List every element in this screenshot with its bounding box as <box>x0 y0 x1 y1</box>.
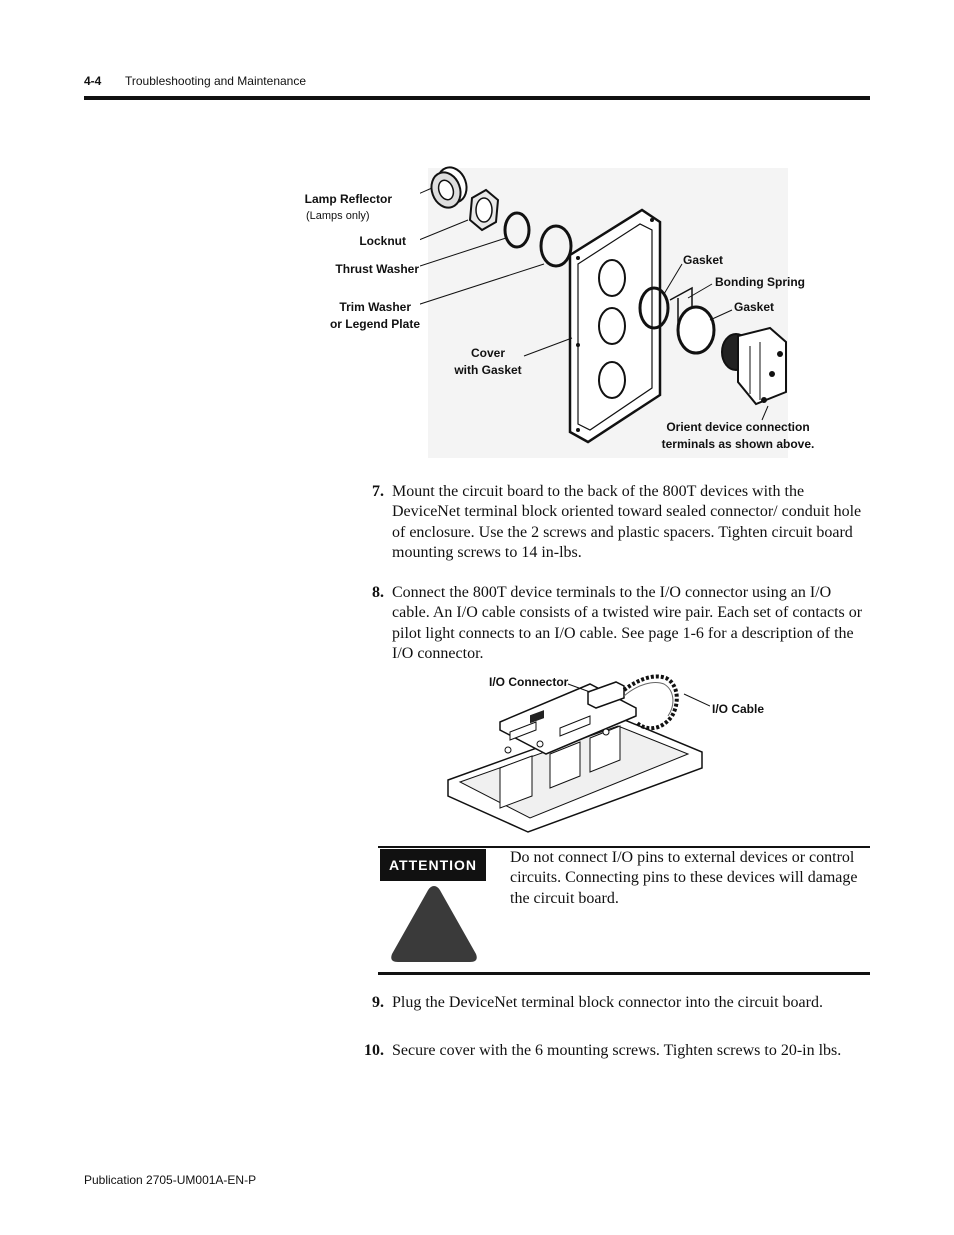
step-text: Mount the circuit board to the back of the 800T devices with the DeviceNet terminal block oriented toward sealed connector/ conduit hole of enclosure. Use the 2 screws and plastic spacers. Tighten circuit board mounting screws to 14 in-lbs. <box>392 483 862 561</box>
label-lamps-only: (Lamps only) <box>306 210 370 222</box>
step-number: 7. <box>372 483 384 500</box>
label-lamp-reflector: Lamp Reflector <box>304 192 392 206</box>
step-text: Plug the DeviceNet terminal block connector into the circuit board. <box>392 994 823 1011</box>
label-trim-washer: Trim Washer <box>339 300 411 314</box>
label-gasket-bottom: Gasket <box>734 300 775 314</box>
label-with-gasket: with Gasket <box>454 363 522 377</box>
io-cable-part <box>624 677 677 729</box>
page-number: 4-4 <box>84 74 102 88</box>
step-10 <box>350 1041 870 1083</box>
step-9 <box>350 993 870 1035</box>
step-text: Connect the 800T device terminals to the I/O connector using an I/O cable. An I/O cable consists of a twisted wire pair. Each set of contacts or pilot light connects to an I/O cable. See page 1-6 for a description of the I/O connector. <box>392 584 863 662</box>
header-rule <box>84 96 870 100</box>
attention-badge: ATTENTION <box>380 849 486 881</box>
label-gasket-top: Gasket <box>683 253 724 267</box>
label-legend-plate: or Legend Plate <box>329 317 420 331</box>
circuit-board-diagram <box>440 672 710 838</box>
label-io-connector: I/O Connector <box>489 675 569 689</box>
label-io-cable: I/O Cable <box>712 702 765 716</box>
step-7 <box>350 482 870 564</box>
attention-bottom-rule <box>378 972 870 975</box>
step-number: 8. <box>372 584 384 601</box>
label-bonding-spring: Bonding Spring <box>715 275 805 289</box>
label-cover: Cover <box>470 346 505 360</box>
step-number: 10. <box>364 1042 384 1059</box>
publication-footer: Publication 2705-UM001A-EN-P <box>84 1173 257 1187</box>
label-orient-line1: Orient device connection <box>666 420 810 434</box>
step-number: 9. <box>372 994 384 1011</box>
locknut-part <box>470 190 498 230</box>
gasket-part-2 <box>678 307 714 353</box>
step-text: Secure cover with the 6 mounting screws. Tighten screws to 20-in lbs. <box>392 1042 842 1059</box>
warning-triangle-icon <box>388 882 480 966</box>
label-locknut: Locknut <box>359 234 406 248</box>
section-title: Troubleshooting and Maintenance <box>125 74 307 88</box>
label-orient-line2: terminals as shown above. <box>661 437 815 451</box>
step-8 <box>350 583 870 665</box>
label-thrust-washer: Thrust Washer <box>335 262 419 276</box>
attention-text: Do not connect I/O pins to external devices or control circuits. Connecting pins to these devices will damage the circuit board. <box>510 849 858 907</box>
